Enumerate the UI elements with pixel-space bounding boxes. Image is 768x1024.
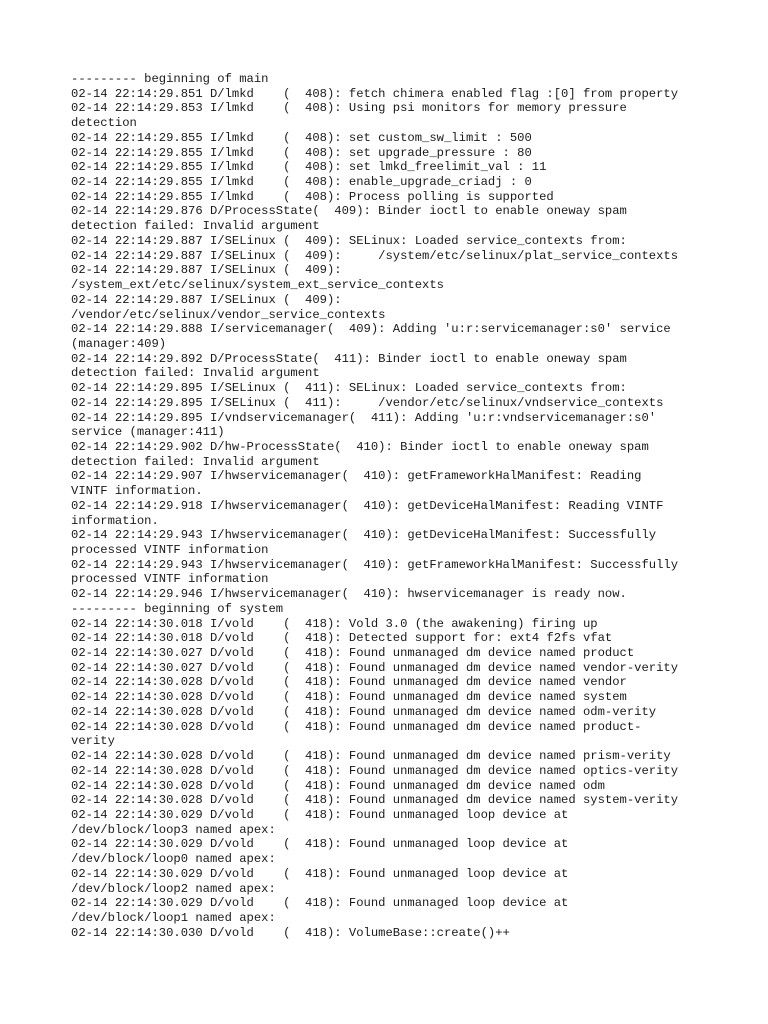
log-line: /dev/block/loop1 named apex: (71, 910, 276, 925)
log-line: detection failed: Invalid argument (71, 366, 320, 381)
log-line: 02-14 22:14:30.018 D/vold ( 418): Detected support for: ext4 f2fs vfat (71, 631, 613, 646)
log-line: 02-14 22:14:29.851 D/lmkd ( 408): fetch chimera enabled flag :[0] from property (71, 86, 679, 101)
log-line: 02-14 22:14:29.853 I/lmkd ( 408): Using psi monitors for memory pressure (71, 101, 627, 116)
log-line: /dev/block/loop0 named apex: (71, 852, 276, 867)
log-line: 02-14 22:14:29.855 I/lmkd ( 408): set custom_sw_limit : 500 (71, 130, 532, 145)
log-line: 02-14 22:14:30.029 D/vold ( 418): Found unmanaged loop device at (71, 837, 569, 852)
log-line: 02-14 22:14:29.855 I/lmkd ( 408): enable_upgrade_criadj : 0 (71, 175, 532, 190)
log-line: 02-14 22:14:29.943 I/hwservicemanager( 410): getDeviceHalManifest: Successfully (71, 528, 657, 543)
log-line: /system_ext/etc/selinux/system_ext_service_contexts (71, 278, 444, 293)
log-line: 02-14 22:14:29.887 I/SELinux ( 409): /system/etc/selinux/plat_service_contexts (71, 248, 679, 263)
log-line: 02-14 22:14:29.895 I/vndservicemanager( 411): Adding 'u:r:vndservicemanager:s0' (71, 410, 657, 425)
log-line: 02-14 22:14:30.018 I/vold ( 418): Vold 3.0 (the awakening) firing up (71, 616, 598, 631)
log-line: detection (71, 116, 137, 131)
log-line: detection failed: Invalid argument (71, 219, 320, 234)
log-line: detection failed: Invalid argument (71, 454, 320, 469)
log-line: 02-14 22:14:30.030 D/vold ( 418): VolumeBase::create()++ (71, 925, 510, 940)
log-line: processed VINTF information (71, 572, 269, 587)
log-line: 02-14 22:14:29.876 D/ProcessState( 409): Binder ioctl to enable oneway spam (71, 204, 627, 219)
log-line: 02-14 22:14:29.895 I/SELinux ( 411): SELinux: Loaded service_contexts from: (71, 381, 627, 396)
log-line: 02-14 22:14:29.943 I/hwservicemanager( 410): getFrameworkHalManifest: Successfully (71, 557, 679, 572)
log-line: 02-14 22:14:30.029 D/vold ( 418): Found unmanaged loop device at (71, 866, 569, 881)
log-line: 02-14 22:14:29.946 I/hwservicemanager( 410): hwservicemanager is ready now. (71, 587, 627, 602)
log-line: 02-14 22:14:29.855 I/lmkd ( 408): set upgrade_pressure : 80 (71, 145, 532, 160)
log-line: 02-14 22:14:29.888 I/servicemanager( 409): Adding 'u:r:servicemanager:s0' service (71, 322, 671, 337)
log-line: 02-14 22:14:30.027 D/vold ( 418): Found unmanaged dm device named vendor-verity (71, 660, 679, 675)
log-line: 02-14 22:14:30.028 D/vold ( 418): Found unmanaged dm device named prism-verity (71, 749, 671, 764)
log-line: 02-14 22:14:29.918 I/hwservicemanager( 410): getDeviceHalManifest: Reading VINTF (71, 498, 664, 513)
log-document (71, 72, 711, 940)
log-line: 02-14 22:14:30.028 D/vold ( 418): Found unmanaged dm device named system (71, 690, 627, 705)
log-line: 02-14 22:14:30.028 D/vold ( 418): Found unmanaged dm device named optics-verity (71, 763, 679, 778)
log-line: 02-14 22:14:29.892 D/ProcessState( 411): Binder ioctl to enable oneway spam (71, 351, 627, 366)
log-line: processed VINTF information (71, 543, 269, 557)
log-line: 02-14 22:14:29.855 I/lmkd ( 408): set lmkd_freelimit_val : 11 (71, 160, 547, 175)
log-text-block (71, 72, 711, 940)
log-line: 02-14 22:14:29.855 I/lmkd ( 408): Process polling is supported (71, 189, 554, 204)
log-line: 02-14 22:14:30.028 D/vold ( 418): Found unmanaged dm device named odm (71, 778, 605, 793)
log-line: information. (71, 513, 159, 528)
log-line: 02-14 22:14:30.028 D/vold ( 418): Found unmanaged dm device named odm-verity (71, 704, 657, 719)
log-line: /dev/block/loop2 named apex: (71, 881, 276, 896)
log-line: verity (71, 734, 115, 749)
log-line: 02-14 22:14:29.907 I/hwservicemanager( 410): getFrameworkHalManifest: Reading (71, 469, 642, 484)
log-line: /vendor/etc/selinux/vendor_service_contexts (71, 307, 386, 322)
log-line: 02-14 22:14:30.028 D/vold ( 418): Found unmanaged dm device named system-verity (71, 793, 679, 808)
log-line: --------- beginning of main (71, 72, 269, 86)
log-line: --------- beginning of system (71, 601, 284, 616)
log-line: VINTF information. (71, 484, 203, 499)
log-line: 02-14 22:14:30.029 D/vold ( 418): Found unmanaged loop device at (71, 896, 569, 911)
log-line: 02-14 22:14:29.887 I/SELinux ( 409): SELinux: Loaded service_contexts from: (71, 233, 627, 248)
log-line: 02-14 22:14:29.887 I/SELinux ( 409): (71, 292, 342, 307)
log-line: 02-14 22:14:30.027 D/vold ( 418): Found unmanaged dm device named product (71, 646, 635, 661)
log-line: service (manager:411) (71, 425, 225, 440)
log-line: 02-14 22:14:29.902 D/hw-ProcessState( 410): Binder ioctl to enable oneway spam (71, 439, 649, 454)
log-line: 02-14 22:14:29.887 I/SELinux ( 409): (71, 263, 342, 278)
log-line: 02-14 22:14:30.028 D/vold ( 418): Found unmanaged dm device named vendor (71, 675, 627, 690)
log-line: /dev/block/loop3 named apex: (71, 822, 276, 837)
log-line: 02-14 22:14:29.895 I/SELinux ( 411): /vendor/etc/selinux/vndservice_contexts (71, 395, 664, 410)
log-line: 02-14 22:14:30.028 D/vold ( 418): Found unmanaged dm device named product- (71, 719, 642, 734)
log-line: 02-14 22:14:30.029 D/vold ( 418): Found unmanaged loop device at (71, 807, 569, 822)
log-line: (manager:409) (71, 336, 167, 351)
